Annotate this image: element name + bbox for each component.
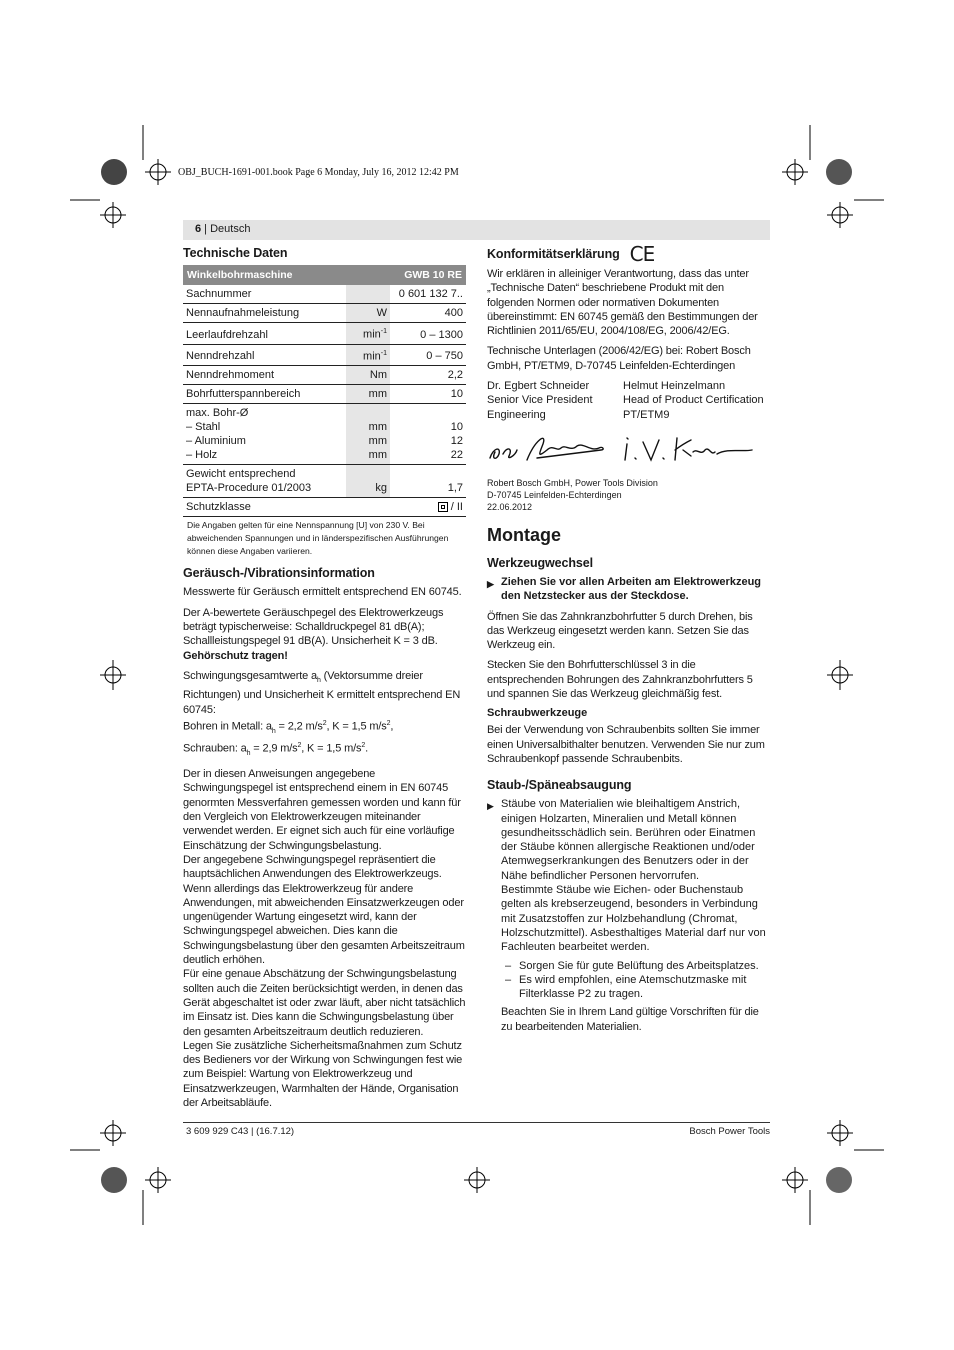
- bohr-item-label: – Stahl: [186, 421, 221, 434]
- table-row: [183, 385, 466, 404]
- row-unit: $\min^{-1}$: [346, 344, 390, 366]
- unplug-warning: [487, 575, 770, 604]
- row-unit: W: [346, 304, 390, 323]
- table-header-name: Winkelbohrmaschine: [183, 265, 390, 285]
- footer-brand: Bosch Power Tools: [689, 1126, 770, 1137]
- table-note: Die Angaben gelten für eine Nennspannung [U] von 230 V. Bei abweichenden Spannungen und in länderspezifischen Ausführungen können diese Angaben variieren.: [187, 520, 449, 557]
- row-value: 0 – 1300: [390, 323, 466, 345]
- page-number: 6: [195, 223, 202, 235]
- bohr-item-label: – Aluminium: [186, 435, 246, 448]
- row-label: Nenndrehzahl: [183, 344, 346, 366]
- table-header: [183, 265, 466, 285]
- row-value: 0 – 750: [390, 344, 466, 366]
- bohr-item-value: 22: [450, 449, 463, 462]
- footer-doc-number: 3 609 929 C43 | (16.7.12): [186, 1126, 295, 1137]
- dust-bullet: [487, 797, 770, 958]
- bohr-item-unit: mm: [368, 421, 387, 434]
- warning-text: Ziehen Sie vor allen Arbeiten am Elektrowerkzeug den Netzstecker aus der Steckdose.: [501, 575, 762, 603]
- tech-data-table: [183, 265, 466, 517]
- row-label: Sachnummer: [183, 285, 346, 304]
- schutz-value: / II: [450, 501, 463, 514]
- signer-title: Engineering: [487, 408, 546, 421]
- bohr-title: max. Bohr-Ø: [186, 407, 249, 420]
- footer-divider: [183, 1122, 770, 1123]
- weight-line1: Gewicht entsprechend: [186, 468, 296, 481]
- schutz-label: Schutzklasse: [183, 498, 390, 517]
- table-row-bohr: [183, 404, 466, 465]
- conformity-paragraph: Wir erklären in alleiniger Verantwortung, dass das unter „Technische Daten“ beschriebene Produkt mit den folgenden Normen oder normativen Dokumenten übereinstimmt: EN 60745 gemäß den Bestimmungen der Richtlinien 2011/65/EU, 2004/108/EG, 2006/42/EG.: [487, 268, 758, 338]
- signer-name: Helmut Heinzelmann: [623, 380, 726, 393]
- dust-dash-item: – Sorgen Sie für gute Belüftung des Arbeitsplatzes.: [505, 959, 759, 972]
- table-row: [183, 323, 466, 345]
- row-unit: mm: [346, 385, 390, 404]
- arrow-bullet-icon: ▶: [487, 801, 494, 812]
- signer-name: Dr. Egbert Schneider: [487, 380, 590, 393]
- table-row: [183, 285, 466, 304]
- conformity-heading: [487, 242, 770, 266]
- table-rows: [183, 285, 466, 404]
- vibration-paragraph: Legen Sie zusätzliche Sicherheitsmaßnahmen zum Schutz des Bedieners vor der Wirkung von Schwingungen fest wie zum Beispiel: Wartung von Elektrowerkzeug und Einsatzwerkzeugen, Warmhalten der Hände, Organisation der Arbeitsabläufe.: [183, 1039, 463, 1109]
- signer-title: PT/ETM9: [623, 408, 670, 421]
- address-line: Robert Bosch GmbH, Power Tools Division: [487, 477, 658, 488]
- noise-hearing-warning: Gehörschutz tragen!: [183, 649, 288, 662]
- table-row: [183, 366, 466, 385]
- row-unit: $\min^{-1}$: [346, 323, 390, 345]
- row-label: Nenndrehmoment: [183, 366, 346, 385]
- signers: [487, 379, 770, 422]
- table-row-schutz: [183, 498, 466, 517]
- tool-change-title: Werkzeugwechsel: [487, 555, 593, 570]
- montage-title: Montage: [487, 524, 561, 545]
- page-header-bar: [183, 220, 770, 240]
- signer-2: [623, 379, 773, 422]
- weight-unit: kg: [346, 465, 390, 498]
- row-value: 400: [390, 304, 466, 323]
- row-value: 2,2: [390, 366, 466, 385]
- dust-title: Staub-/Späneabsaugung: [487, 778, 632, 793]
- table-row: [183, 304, 466, 323]
- page-header-separator: |: [201, 223, 211, 235]
- conformity-title: Konformitätserklärung: [487, 247, 620, 261]
- tool-paragraph: Öffnen Sie das Zahnkranzbohrfutter 5 durch Drehen, bis das Werkzeug eingesetzt werden kann. Setzen Sie das Werkzeug ein.: [487, 610, 753, 652]
- tool-paragraph: Stecken Sie den Bohrfutterschlüssel 3 in die entsprechenden Bohrungen des Zahnkranzbohrfutters 5 und spannen Sie das Werkzeug gleichmäßig fest.: [487, 659, 753, 701]
- dust-dash-item: – Es wird empfohlen, eine Atemschutzmaske mit Filterklasse P2 zu tragen.: [505, 973, 770, 1002]
- bohr-item-unit: mm: [368, 435, 387, 448]
- dust-paragraph: Bestimmte Stäube wie Eichen- oder Buchenstaub gelten als krebserzeugend, besonders in Verbindung mit Zusatzstoffen zur Holzbehandlung (Chromat, Holzschutzmittel). Asbesthaltiges Material darf nur von Fachleuten bearbeitet werden.: [501, 884, 766, 954]
- signer-title: Senior Vice President: [487, 394, 593, 407]
- signature-date: 22.06.2012: [487, 501, 533, 512]
- row-label: Bohrfutterspannbereich: [183, 385, 346, 404]
- page-header: [195, 223, 250, 235]
- right-column: [487, 242, 770, 1040]
- table-row-weight: [183, 465, 466, 498]
- bohr-item-value: 12: [450, 435, 463, 448]
- row-label: Leerlaufdrehzahl: [183, 323, 346, 345]
- row-unit: [346, 285, 390, 304]
- screw-tools-title: Schraubwerkzeuge: [487, 707, 588, 720]
- dash-text: Es wird empfohlen, eine Atemschutzmaske mit Filterklasse P2 zu tragen.: [519, 973, 747, 1001]
- row-value: 0 601 132 7..: [390, 285, 466, 304]
- table-header-model: GWB 10 RE: [390, 265, 466, 285]
- vibration-paragraph: Für eine genaue Abschätzung der Schwingungsbelastung sollten auch die Zeiten berücksichtigt werden, in denen das Gerät abgeschaltet ist oder zwar läuft, aber nicht tatsächlich im Einsatz ist. Dies kann die Schwingungsbelastung über den gesamten Arbeitszeitraum deutlich reduzieren.: [183, 968, 466, 1038]
- conformity-paragraph: Technische Unterlagen (2006/42/EG) bei: Robert Bosch GmbH, PT/ETM9, D-70745 Leinfelden-Echterdingen: [487, 345, 751, 372]
- noise-paragraph: Der A-bewertete Geräuschpegel des Elektrowerkzeugs beträgt typischerweise: Schalldruckpegel 81 dB(A); Schallleistungspegel 91 dB(A). Unsicherheit K = 3 dB.: [183, 606, 444, 648]
- address-line: D-70745 Leinfelden-Echterdingen: [487, 489, 622, 500]
- table-row: [183, 344, 466, 366]
- arrow-bullet-icon: ▶: [487, 578, 494, 589]
- signature-image: [487, 430, 767, 466]
- vibration-paragraph: Schwingungsgesamtwerte $a_h$ (Vektorsumme dreier Richtungen) und Unsicherheit K ermittelt entsprechend EN 60745:: [183, 669, 461, 716]
- screw-paragraph: Bei der Verwendung von Schraubenbits sollten Sie immer einen Universalbithalter benutzen. Verwenden Sie nur zum Schraubenkopf passende Schraubenbits.: [487, 724, 765, 765]
- vibration-paragraph: Der angegebene Schwingungspegel repräsentiert die hauptsächlichen Anwendungen des Elektrowerkzeugs. Wenn allerdings das Elektrowerkzeug für andere Anwendungen, mit abweichenden Einsatzwerkzeugen oder ungenügender Wartung eingesetzt wird, kann der Schwingungspegel abweichen. Dies kann die Schwingungsbelastung über den gesamten Arbeitszeitraum deutlich erhöhen.: [183, 853, 465, 967]
- address-block: [487, 477, 770, 513]
- row-unit: Nm: [346, 366, 390, 385]
- page-language: Deutsch: [210, 223, 251, 235]
- tech-data-title: Technische Daten: [183, 246, 288, 260]
- vibration-metal: Bohren in Metall: $a_h = 2,2$ $m/s^2$, K = 1,5 $m/s^2$,: [183, 719, 394, 735]
- print-header: OBJ_BUCH-1691-001.book Page 6 Monday, July 16, 2012 12:42 PM: [178, 167, 459, 178]
- vibration-paragraph: Der in diesen Anweisungen angegebene Schwingungspegel ist entsprechend einem in EN 60745 genormten Messverfahren gemessen worden und kann für den Vergleich von Elektrowerkzeugen miteinander verwendet werden. Er eignet sich auch für eine vorläufige Einschätzung der Schwingungsbelastung.: [183, 768, 461, 852]
- left-column: [183, 246, 466, 1116]
- bohr-item-unit: mm: [368, 449, 387, 462]
- signer-title: Head of Product Certification: [623, 394, 764, 407]
- vibration-screw: Schrauben: $a_h = 2,9$ $m/s^2$, K = 1,5 $m/s^2$.: [183, 742, 369, 757]
- dash-text: Sorgen Sie für gute Belüftung des Arbeitsplatzes.: [519, 959, 759, 972]
- dust-paragraph: Stäube von Materialien wie bleihaltigem Anstrich, einigen Holzarten, Mineralien und Metall können gesundheitsschädlich sein. Berühren oder Einatmen der Stäube können allergische Reaktionen und/oder Atemwegserkrankungen des Benutzers oder in der Nähe befindlicher Personen hervorrufen.: [501, 798, 756, 882]
- row-label: Nennaufnahmeleistung: [183, 304, 346, 323]
- bohr-item-label: – Holz: [186, 449, 218, 462]
- noise-paragraph: Messwerte für Geräusch ermittelt entsprechend EN 60745.: [183, 586, 462, 599]
- ce-mark-icon: CE: [629, 242, 655, 266]
- dust-paragraph: Beachten Sie in Ihrem Land gültige Vorschriften für die zu bearbeitenden Materialien.: [501, 1006, 759, 1033]
- row-value: 10: [390, 385, 466, 404]
- weight-value: 1,7: [390, 465, 466, 498]
- weight-line2: EPTA-Procedure 01/2003: [186, 482, 312, 495]
- noise-title: Geräusch-/Vibrationsinformation: [183, 566, 375, 581]
- protection-class-icon: [438, 502, 448, 512]
- signer-1: [487, 379, 623, 422]
- bohr-item-value: 10: [450, 421, 463, 434]
